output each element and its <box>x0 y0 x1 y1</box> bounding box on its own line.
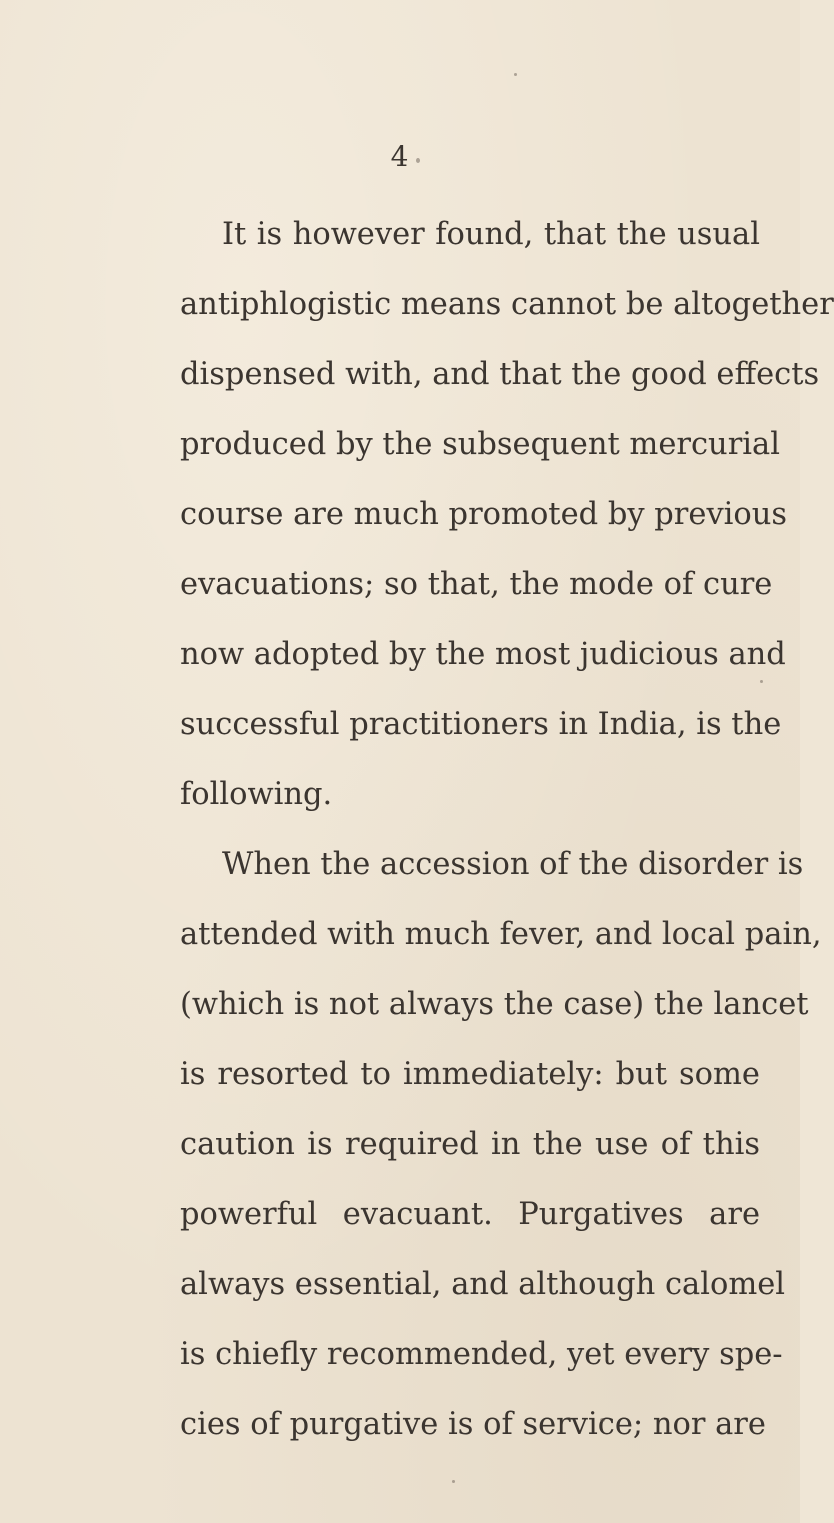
paper-speck <box>416 158 420 163</box>
text-line: evacuations; so that, the mode of cure <box>180 567 773 602</box>
paper-speck <box>760 680 763 683</box>
text-line: is resorted to immediately: but some <box>180 1057 760 1092</box>
text-line: (which is not always the case) the lancet <box>180 987 809 1022</box>
text-line: antiphlogistic means cannot be altogether <box>180 287 834 322</box>
page-number: 4 <box>390 140 410 173</box>
paper-speck <box>514 73 517 76</box>
text-line: is chiefly recommended, yet every spe- <box>180 1337 783 1372</box>
text-line: now adopted by the most judicious and <box>180 637 786 672</box>
text-line: caution is required in the use of this <box>180 1127 760 1162</box>
text-line: successful practitioners in India, is the <box>180 707 782 742</box>
text-line: following. <box>180 777 333 812</box>
text-line: always essential, and although calomel <box>180 1267 786 1302</box>
text-line: produced by the subsequent mercurial <box>180 427 780 462</box>
paper-speck <box>600 1418 605 1422</box>
text-line: dispensed with, and that the good effects <box>180 357 820 392</box>
text-line: attended with much fever, and local pain, <box>180 917 822 952</box>
text-line: cies of purgative is of service; nor are <box>180 1407 766 1442</box>
paper-speck <box>452 1480 455 1483</box>
text-line: powerful evacuant. Purgatives are <box>180 1197 760 1232</box>
paper-speck <box>652 1352 655 1358</box>
text-line: When the accession of the disorder is <box>222 847 804 882</box>
text-line: course are much promoted by previous <box>180 497 788 532</box>
text-line: It is however found, that the usual <box>222 217 760 252</box>
